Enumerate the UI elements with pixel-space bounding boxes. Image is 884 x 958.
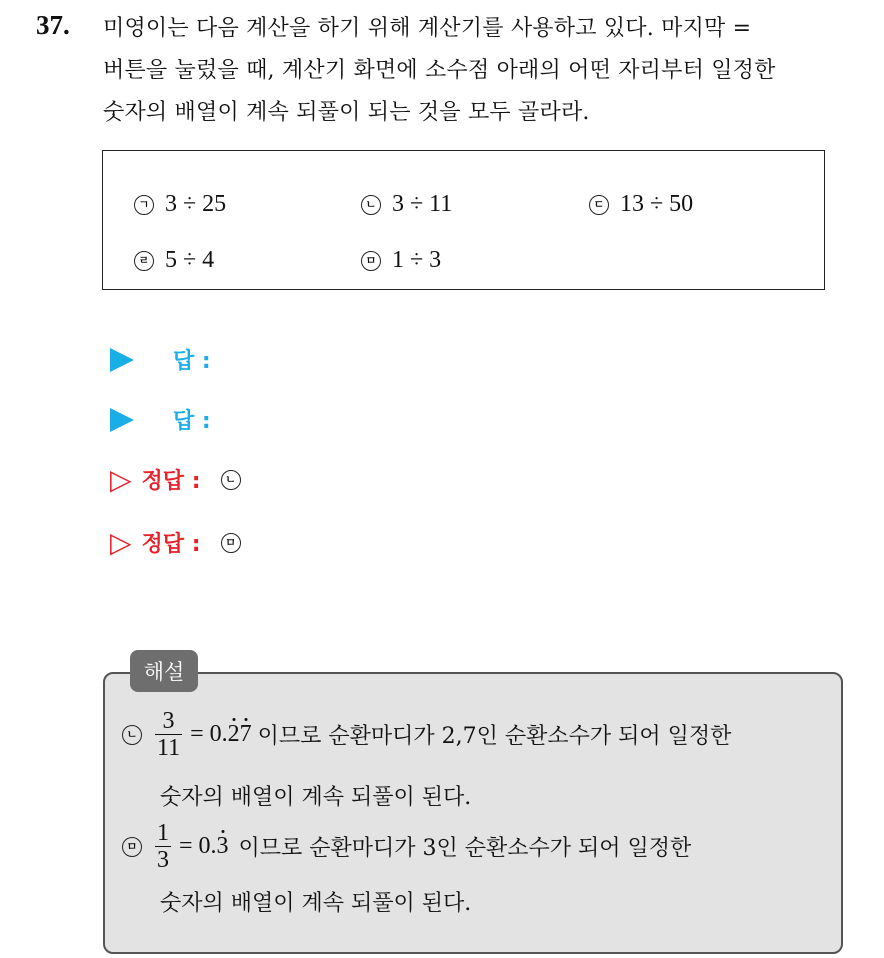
explanation-text: 이므로 순환마디가 3인 순환소수가 되어 일정한 (238, 836, 692, 861)
explanation-continuation (160, 780, 471, 811)
choice-2 (361, 191, 452, 218)
correct-label: 정답 : (141, 532, 201, 557)
choice-1 (134, 191, 226, 218)
fraction (155, 708, 182, 761)
question-line: 버튼을 눌렀을 때, 계산기 화면에 소수점 아래의 어떤 자리부터 일정한 (103, 58, 776, 83)
question-number: 37. (36, 10, 70, 40)
explanation-item-1 (122, 708, 731, 761)
correct-answer-row (110, 464, 252, 495)
repeating-digit: 7 (239, 721, 252, 747)
repeating-digit: 2 (227, 721, 240, 747)
question-line: 숫자의 배열이 계속 되풀이 되는 것을 모두 골라라. (103, 100, 590, 125)
explanation-marker: ㄴ (122, 725, 142, 745)
fraction-denominator: 3 (157, 847, 169, 873)
repeating-digit: 3 (216, 833, 229, 859)
explanation-text: 이므로 순환마디가 2,7인 순환소수가 되어 일정한 (257, 724, 732, 749)
fraction-denominator: 11 (157, 735, 181, 761)
choice-marker: ㄹ (134, 251, 154, 271)
question-line: 미영이는 다음 계산을 하기 위해 계산기를 사용하고 있다. 마지막 = (103, 16, 752, 41)
outline-triangle-icon: ▷ (110, 462, 132, 496)
correct-answer-row (110, 527, 252, 558)
answer-label: 답 : (173, 409, 211, 434)
answer-row (110, 344, 211, 375)
answer-row (110, 404, 211, 435)
correct-label: 정답 : (141, 469, 201, 494)
explanation-text: 숫자의 배열이 계속 되풀이 된다. (160, 891, 472, 916)
choice-expression: 13 ÷ 50 (620, 191, 694, 217)
choice-marker: ㅁ (361, 251, 381, 271)
explanation-item-2 (122, 820, 691, 873)
choice-marker: ㄴ (361, 195, 381, 215)
correct-marker: ㅁ (221, 533, 241, 553)
fraction (155, 820, 171, 873)
choice-3 (589, 191, 693, 218)
play-triangle-icon (110, 408, 134, 432)
choice-expression: 1 ÷ 3 (392, 247, 442, 273)
explanation-marker: ㅁ (122, 837, 142, 857)
question-text (103, 8, 873, 134)
play-triangle-icon (110, 348, 134, 372)
choice-expression: 3 ÷ 25 (165, 191, 227, 217)
choice-5 (361, 247, 441, 274)
equals-decimal: = 0. (190, 721, 228, 747)
choice-marker: ㄱ (134, 195, 154, 215)
explanation-tag: 해설 (130, 650, 198, 692)
equals-decimal: = 0. (179, 833, 217, 859)
choice-4 (134, 247, 214, 274)
correct-marker: ㄴ (221, 470, 241, 490)
choices-box (102, 150, 825, 290)
explanation-continuation (160, 886, 471, 917)
choice-expression: 3 ÷ 11 (392, 191, 453, 217)
choice-marker: ㄷ (589, 195, 609, 215)
fraction-numerator: 3 (162, 708, 175, 734)
choice-expression: 5 ÷ 4 (165, 247, 215, 273)
outline-triangle-icon: ▷ (110, 525, 132, 559)
answer-label: 답 : (173, 349, 211, 374)
explanation-text: 숫자의 배열이 계속 되풀이 된다. (160, 785, 472, 810)
fraction-numerator: 1 (157, 820, 169, 846)
